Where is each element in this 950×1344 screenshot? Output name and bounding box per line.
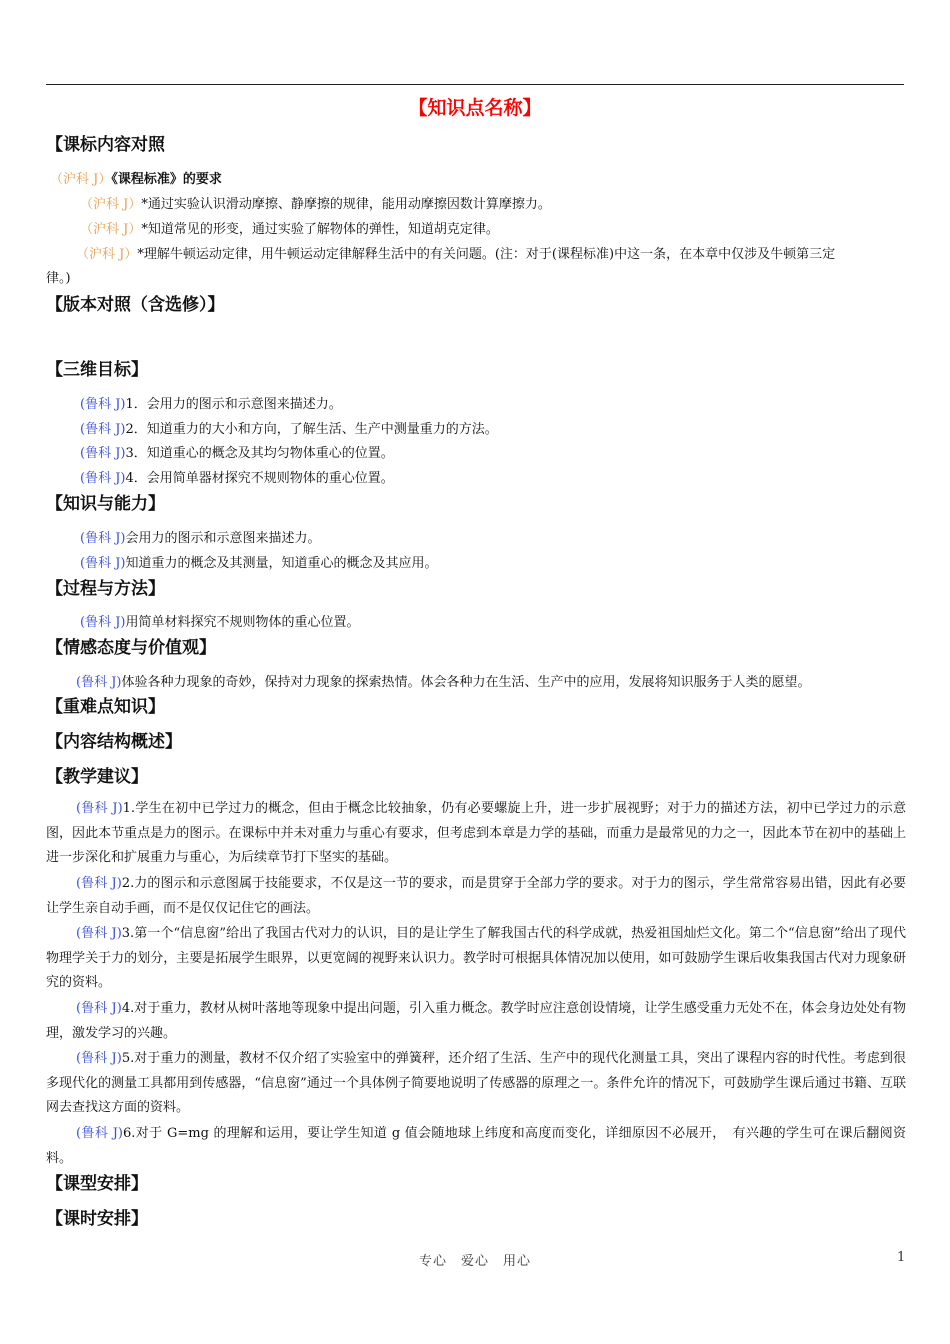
- goal-text: 1．会用力的图示和示意图来描述力。: [125, 397, 342, 412]
- page-number: 1: [897, 1250, 906, 1265]
- heading-process: 【过程与方法】: [46, 579, 165, 599]
- curriculum-item: [80, 195, 551, 215]
- lu-tag: (鲁科 J): [76, 926, 122, 941]
- lu-tag: (鲁科 J): [76, 675, 122, 690]
- suggestion-paragraph: [46, 922, 906, 996]
- lu-tag: (鲁科 J): [76, 1126, 123, 1141]
- suggestion-paragraph: [46, 1047, 906, 1121]
- lu-tag: (鲁科 J): [80, 397, 126, 412]
- suggestion-paragraph: [46, 872, 906, 921]
- lu-tag: (鲁科 J): [80, 531, 126, 546]
- lu-tag: (鲁科 J): [76, 1001, 122, 1016]
- goal-item: [80, 444, 394, 464]
- suggestion-text: 4.对于重力，教材从树叶落地等现象中提出问题，引入重力概念。教学时应注意创设情境，让学生感受重力无处不在，体会身边处处有物理，激发学习的兴趣。: [46, 1001, 906, 1041]
- curriculum-item-text: *理解牛顿运动定律，用牛顿运动定律解释生活中的有关问题。(注：对于(课程标准)中这一条，在本章中仅涉及牛顿第三定: [137, 247, 836, 262]
- lu-tag: (鲁科 J): [80, 556, 126, 571]
- top-rule: [46, 84, 904, 85]
- goal-text: 3．知道重心的概念及其均匀物体重心的位置。: [125, 446, 394, 461]
- suggestion-paragraph: [46, 1122, 906, 1171]
- curriculum-intro-line: [50, 170, 222, 190]
- goal-item: [80, 469, 394, 489]
- lu-tag: (鲁科 J): [80, 422, 126, 437]
- knowledge-item: [80, 554, 438, 574]
- lu-tag: (鲁科 J): [76, 1051, 122, 1066]
- goal-text: 4．会用简单器材探究不规则物体的重心位置。: [125, 471, 394, 486]
- goal-text: 2．知道重力的大小和方向，了解生活、生产中测量重力的方法。: [125, 422, 498, 437]
- goal-item: [80, 420, 498, 440]
- heading-curriculum: 【课标内容对照: [46, 135, 165, 155]
- process-text: 用简单材料探究不规则物体的重心位置。: [125, 615, 360, 630]
- suggestion-text: 5.对于重力的测量，教材不仅介绍了实验室中的弹簧秤，还介绍了生活、生产中的现代化测量工具，突出了课程内容的时代性。考虑到很多现代化的测量工具都用到传感器，“信息窗”通过一个具体例子简要地说明了传感器的原理之一。条件允许的情况下，可鼓励学生课后通过书籍、互联网去查找这方面的资料。: [46, 1051, 906, 1115]
- curriculum-item: [80, 220, 499, 240]
- curriculum-item: [76, 245, 835, 265]
- page-title: 【知识点名称】: [408, 97, 542, 119]
- hu-tag: （沪科 J）: [76, 247, 138, 262]
- suggestion-text: 1.学生在初中已学过力的概念，但由于概念比较抽象，仍有必要螺旋上升，进一步扩展视野；对于力的描述方法，初中已学过力的示意图，因此本节重点是力的图示。在课标中并未对重力与重心有要求，但考虑到本章是力学的基础，而重力是最常见的力之一，因此本节在初中的基础上进一步深化和扩展重力与重心，为后续章节打下坚实的基础。: [46, 801, 906, 865]
- suggestion-paragraph: [46, 997, 906, 1046]
- knowledge-item: [80, 529, 321, 549]
- emotion-item: [76, 673, 811, 693]
- curriculum-intro: 《课程标准》的要求: [111, 172, 222, 187]
- lu-tag: (鲁科 J): [76, 876, 122, 891]
- knowledge-text: 会用力的图示和示意图来描述力。: [125, 531, 321, 546]
- heading-structure: 【内容结构概述】: [46, 732, 182, 752]
- goal-item: [80, 395, 342, 415]
- lu-tag: (鲁科 J): [80, 446, 126, 461]
- hu-tag: （沪科 J）: [80, 197, 142, 212]
- heading-emotion: 【情感态度与价值观】: [46, 638, 216, 658]
- lu-tag: (鲁科 J): [76, 801, 123, 816]
- heading-suggestions: 【教学建议】: [46, 767, 148, 787]
- heading-lesson-time: 【课时安排】: [46, 1209, 148, 1229]
- curriculum-item-continued: 律。): [46, 271, 71, 286]
- hu-tag: （沪科 J）: [50, 172, 112, 187]
- suggestion-text: 2.力的图示和示意图属于技能要求，不仅是这一节的要求，而是贯穿于全部力学的要求。对于力的图示，学生常常容易出错，因此有必要让学生亲自动手画，而不是仅仅记住它的画法。: [46, 876, 906, 916]
- heading-lesson-type: 【课型安排】: [46, 1174, 148, 1194]
- heading-key-points: 【重难点知识】: [46, 697, 165, 717]
- process-item: [80, 613, 360, 633]
- suggestion-text: 3.第一个“信息窗”给出了我国古代对力的认识，目的是让学生了解我国古代的科学成就，热爱祖国灿烂文化。第二个“信息窗”给出了现代物理学关于力的划分，主要是拓展学生眼界，以更宽阔的视野来认识力。教学时可根据具体情况加以使用，如可鼓励学生课后收集我国古代对力现象研究的资料。: [46, 926, 906, 990]
- lu-tag: (鲁科 J): [80, 471, 126, 486]
- hu-tag: （沪科 J）: [80, 222, 142, 237]
- suggestion-text: 6.对于 G=mg 的理解和运用，要让学生知道 g 值会随地球上纬度和高度而变化，详细原因不必展开， 有兴趣的学生可在课后翻阅资料。: [46, 1126, 906, 1166]
- lu-tag: (鲁科 J): [80, 615, 126, 630]
- heading-goals: 【三维目标】: [46, 360, 148, 380]
- emotion-text: 体验各种力现象的奇妙，保持对力现象的探索热情。体会各种力在生活、生产中的应用，发展将知识服务于人类的愿望。: [121, 675, 811, 690]
- heading-version: 【版本对照（含选修）】: [46, 295, 225, 315]
- knowledge-text: 知道重力的概念及其测量，知道重心的概念及其应用。: [125, 556, 438, 571]
- curriculum-item-text: *通过实验认识滑动摩擦、静摩擦的规律，能用动摩擦因数计算摩擦力。: [141, 197, 551, 212]
- heading-knowledge: 【知识与能力】: [46, 494, 165, 514]
- page-footer: 专心 爱心 用心: [418, 1254, 531, 1269]
- suggestion-paragraph: [46, 797, 906, 871]
- curriculum-item-text: *知道常见的形变，通过实验了解物体的弹性，知道胡克定律。: [141, 222, 499, 237]
